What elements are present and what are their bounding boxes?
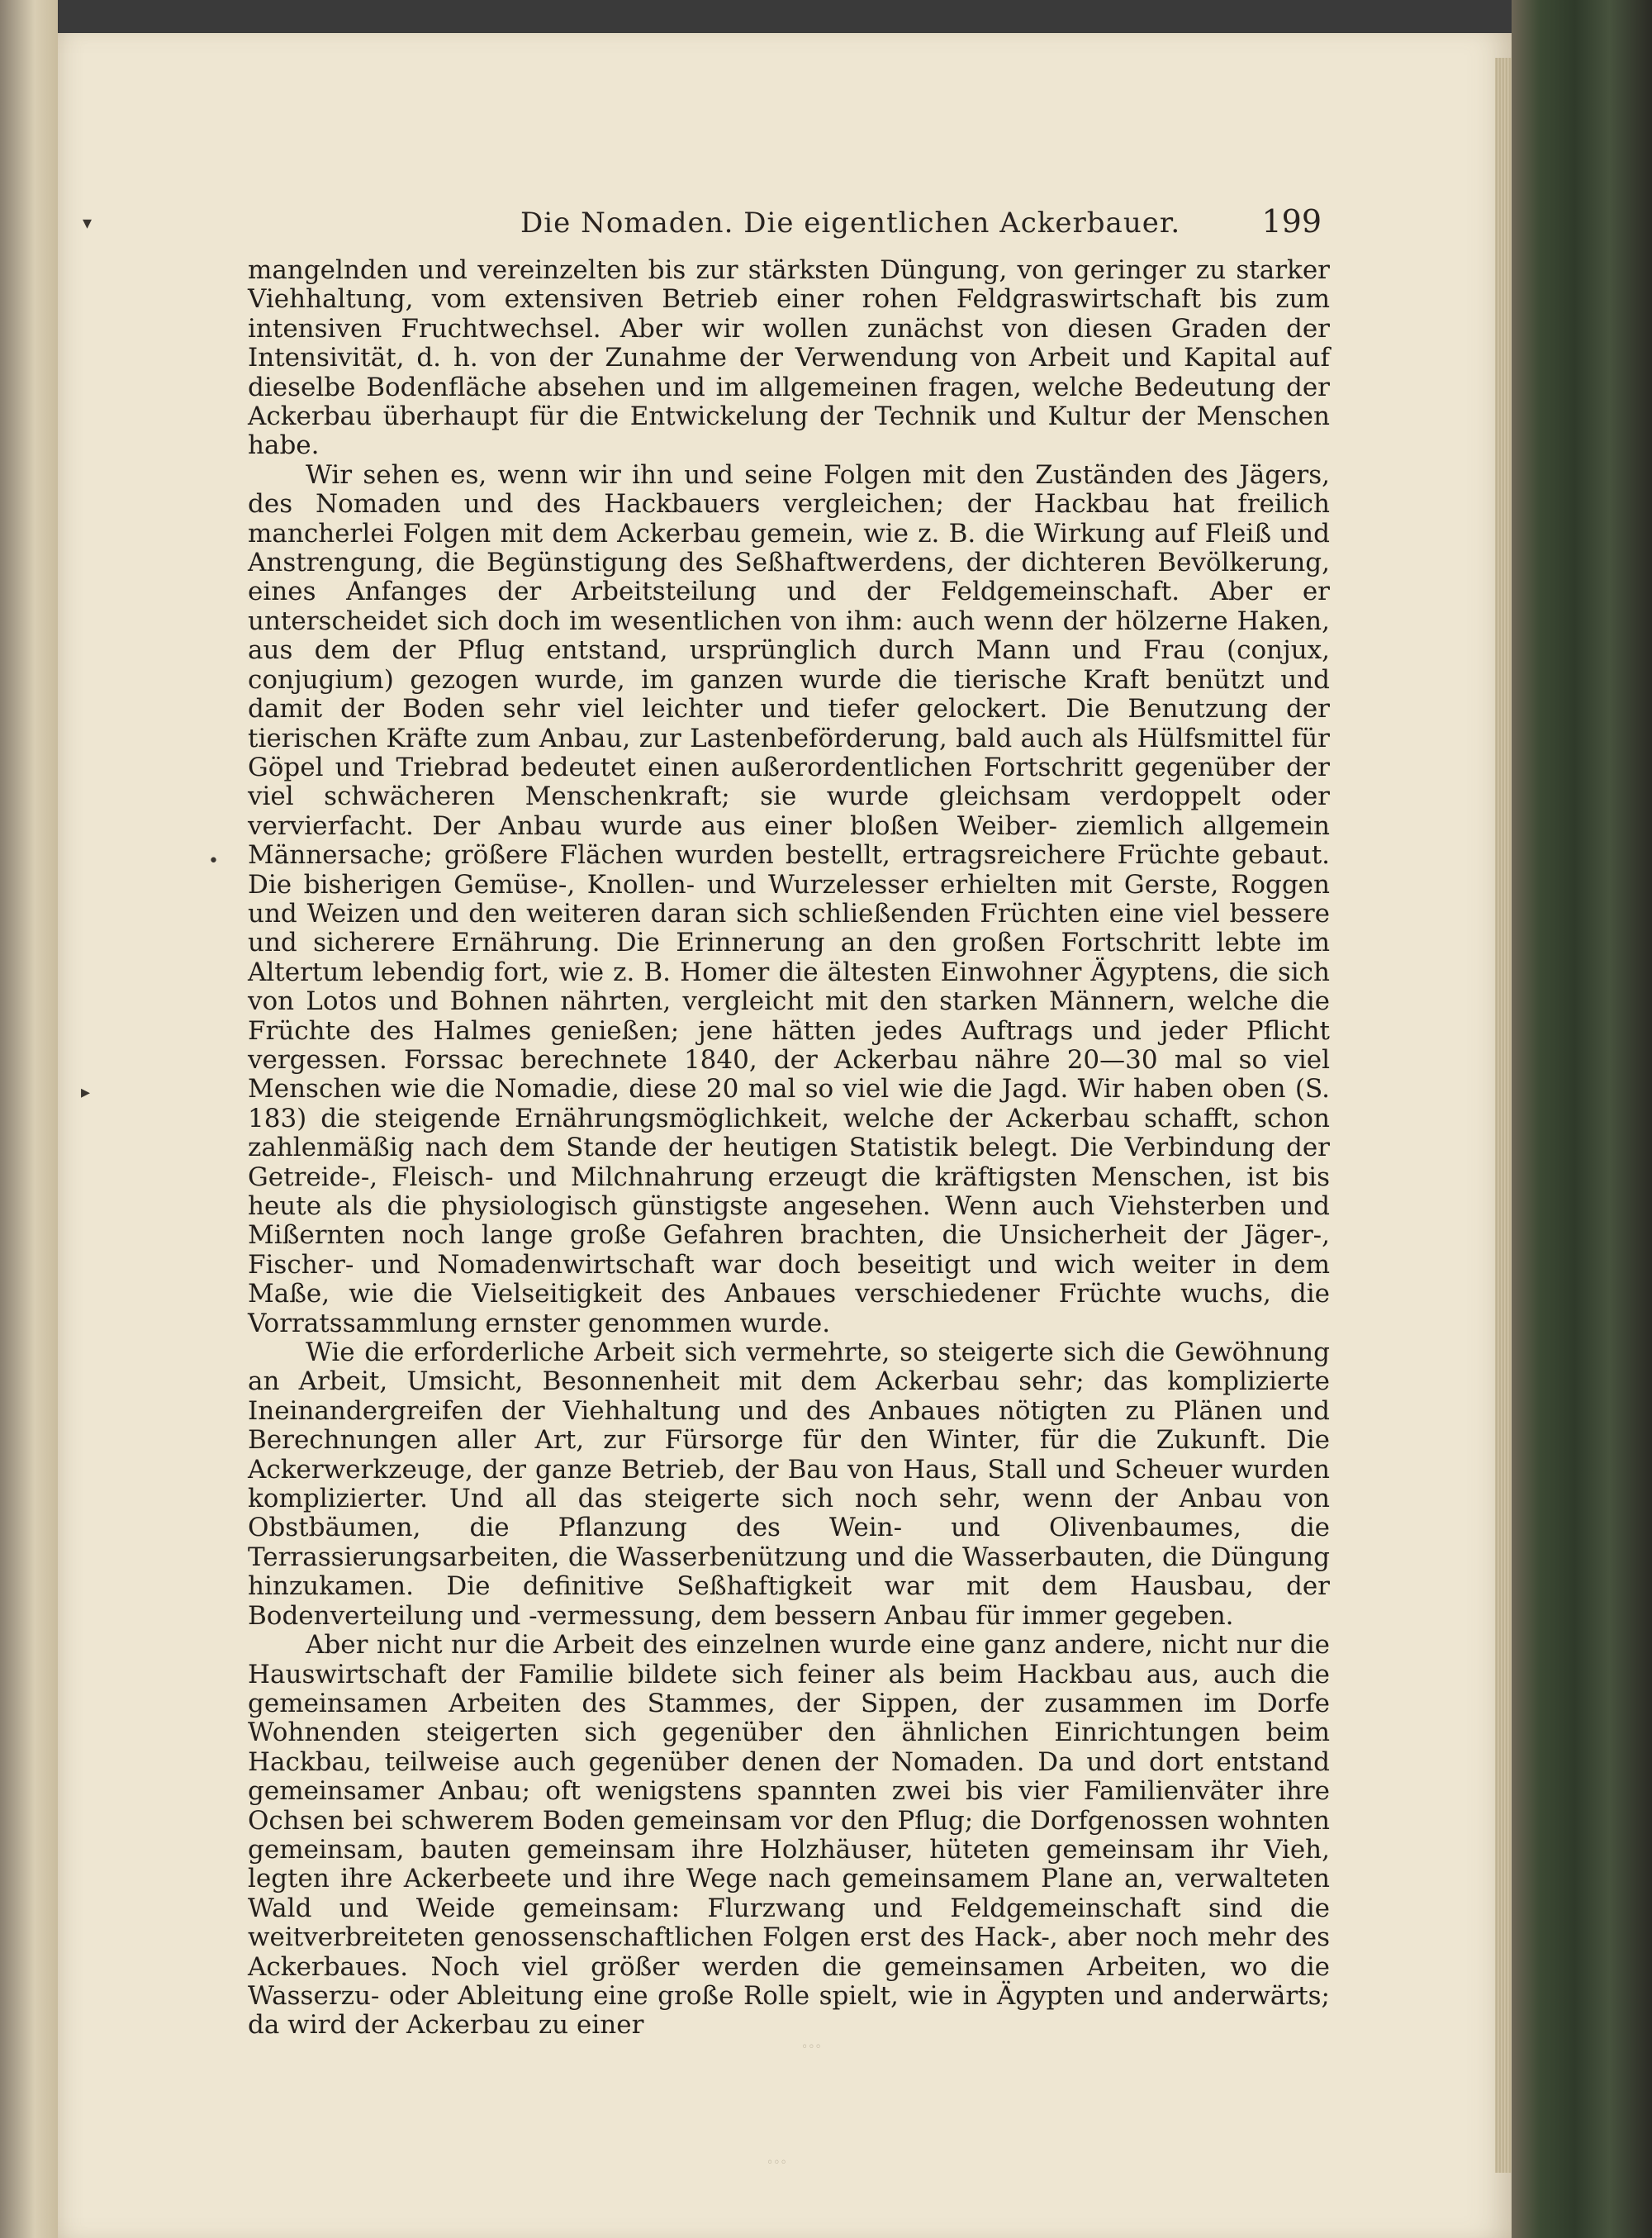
page-header: [248, 203, 1322, 248]
book-cover-spine: [1512, 0, 1652, 2238]
running-head: Die Nomaden. Die eigentlichen Ackerbauer.: [520, 207, 1181, 240]
footer-mark: ◦◦◦: [767, 2156, 787, 2169]
footer-mark: ◦◦◦: [801, 2041, 822, 2054]
paragraph: Wie die erforderliche Arbeit sich vermehrte, so steigerte sich die Gewöhnung an Arbeit, Umsicht, Besonnenheit mit dem Ackerbau sehr; das komplizierte Ineinandergreifen der Viehhaltung und des Anbaues nötigten zu Plänen und Berechnungen aller Art, zur Fürsorge für den Winter, für die Zukunft. Die Ackerwerkzeuge, der ganze Betrieb, der Bau von Haus, Stall und Scheuer wurden komplizierter. Und all das steigerte sich noch sehr, wenn der Anbau von Obstbäumen, die Pflanzung des Wein- und Olivenbaumes, die Terrassierungsarbeiten, die Wasserbenützung und die Wasserbauten, die Düngung hinzukamen. Die definitive Seßhaftigkeit war mit dem Hausbau, der Bodenverteilung und -vermessung, dem bessern Anbau für immer gegeben.: [248, 1338, 1330, 1631]
paragraph: Wir sehen es, wenn wir ihn und seine Folgen mit den Zuständen des Jägers, des Nomaden und des Hackbauers vergleichen; der Hackbau hat freilich mancherlei Folgen mit dem Ackerbau gemein, wie z. B. die Wirkung auf Fleiß und Anstrengung, die Begünstigung des Seßhaftwerdens, der dichteren Bevölkerung, eines Anfanges der Arbeitsteilung und der Feldgemeinschaft. Aber er unterscheidet sich doch im wesentlichen von ihm: auch wenn der hölzerne Haken, aus dem der Pflug entstand, ursprünglich durch Mann und Frau (conjux, conjugium) gezogen wurde, im ganzen wurde die tierische Kraft benützt und damit der Boden sehr viel leichter und tiefer gelockert. Die Benutzung der tierischen Kräfte zum Anbau, zur Lastenbeförderung, bald auch als Hülfsmittel für Göpel und Triebrad bedeutet einen außerordentlichen Fortschritt gegenüber der viel schwächeren Menschenkraft; sie wurde gleichsam verdoppelt oder vervierfacht. Der Anbau wurde aus einer bloßen Weiber- ziemlich allgemein Männersache; größere Flächen wurden bestellt, ertragsreichere Früchte gebaut. Die bisherigen Gemüse-, Knollen- und Wurzelesser erhielten mit Gerste, Roggen und Weizen und den weiteren daran sich schließenden Früchten eine viel bessere und sicherere Ernährung. Die Erinnerung an den großen Fortschritt lebte im Altertum lebendig fort, wie z. B. Homer die ältesten Einwohner Ägyptens, die sich von Lotos und Bohnen nährten, vergleicht mit den starken Männern, welche die Früchte des Halmes genießen; jene hätten jedes Auftrags und jeder Pflicht vergessen. Forssac berechnete 1840, der Ackerbau nähre 20—30 mal so viel Menschen wie die Nomadie, diese 20 mal so viel wie die Jagd. Wir haben oben (S. 183) die steigende Ernährungsmöglichkeit, welche der Ackerbau schafft, schon zahlenmäßig nach dem Stande der heutigen Statistik belegt. Die Verbindung der Getreide-, Fleisch- und Milchnahrung erzeugt die kräftigsten Menschen, ist bis heute als die physiologisch günstigste angesehen. Wenn auch Viehsterben und Mißernten noch lange große Gefahren brachten, die Unsicherheit der Jäger-, Fischer- und Nomadenwirtschaft war doch beseitigt und wich weiter in dem Maße, wie die Vielseitigkeit des Anbaues verschiedener Früchte wuchs, die Vorratssammlung ernster genommen wurde.: [248, 459, 1330, 1338]
facing-page-edge: [0, 0, 58, 2238]
body-text: [248, 256, 1330, 2041]
paragraph: Aber nicht nur die Arbeit des einzelnen wurde eine ganz andere, nicht nur die Hauswirtschaft der Familie bildete sich feiner als beim Hackbau aus, auch die gemeinsamen Arbeiten des Stammes, der Sippen, der zusammen im Dorfe Wohnenden steigerten sich gegenüber den ähnlichen Einrichtungen beim Hackbau, teilweise auch gegenüber denen der Nomaden. Da und dort entstand gemeinsamer Anbau; oft wenigstens spannten zwei bis vier Familienväter ihre Ochsen bei schwerem Boden gemeinsam vor den Pflug; die Dorfgenossen wohnten gemeinsam, bauten gemeinsam ihre Holzhäuser, hüteten gemeinsam ihr Vieh, legten ihre Ackerbeete und ihre Wege nach gemeinsamem Plane an, verwalteten Wald und Weide gemeinsam: Flurzwang und Feldgemeinschaft sind die weitverbreiteten genossenschaftlichen Folgen erst des Hack-, aber noch mehr des Ackerbaues. Noch viel größer werden die gemeinsamen Arbeiten, wo die Wasserzu- oder Ableitung eine große Rolle spielt, wie in Ägypten und anderwärts; da wird der Ackerbau zu einer: [248, 1630, 1330, 2041]
margin-mark: ▸: [81, 1082, 91, 1103]
margin-mark: •: [208, 851, 219, 872]
page-number: 199: [1261, 203, 1322, 240]
paragraph: mangelnden und vereinzelten bis zur stärksten Düngung, von geringer zu starker Viehhaltung, vom extensiven Betrieb einer rohen Feldgraswirtschaft bis zum intensiven Fruchtwechsel. Aber wir wollen zunächst von diesen Graden der Intensivität, d. h. von der Zunahme der Verwendung von Arbeit und Kapital auf dieselbe Bodenfläche absehen und im allgemeinen fragen, welche Bedeutung der Ackerbau überhaupt für die Entwickelung der Technik und Kultur der Menschen habe.: [248, 255, 1330, 461]
margin-mark: ▾: [83, 213, 93, 234]
